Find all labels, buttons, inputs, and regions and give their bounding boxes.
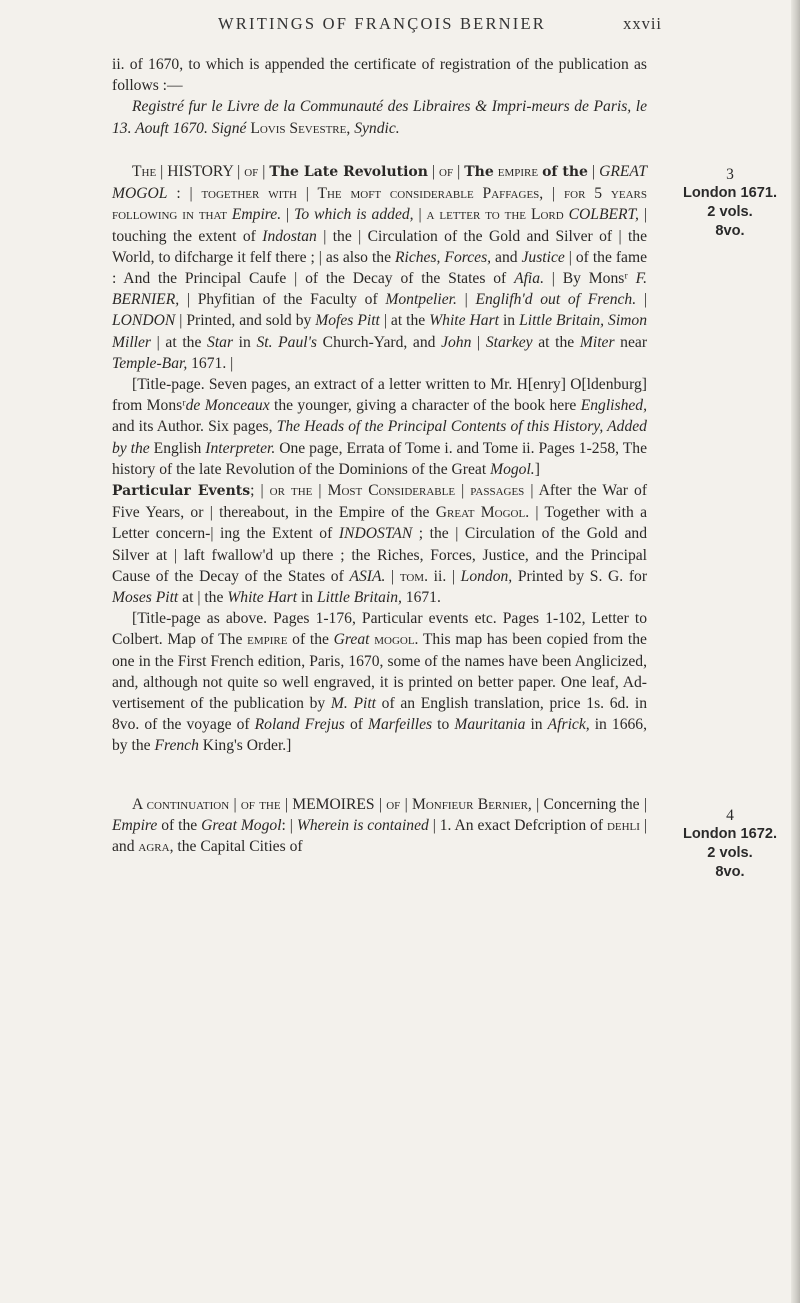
collation-note: [Title-page. Seven pages, an extract of a letter written to Mr. H[enry] O[ldenburg] from Monsʳde Monceaux the younger, giving a character of the book here Englished, and its Author. Six pages, The Heads of the Principal Contents of this History, Added by the English Interpreter. One page, Errata of Tome i. and Tome ii. Pages 1-258, The history of the late Revolution of the Dominions of the Great Mogol.] [112,376,647,478]
title-transcription: The | HISTORY | of | The Late Revolution | of | The empire of the | GREAT MOGOL : | together with | The moft considerable Paffages, | for 5 years following in that Empire. | To which is added, | a letter to the Lord COLBERT, | touching the extent of Indostan | the | Circulation of the Gold and Silver of | the World, to difcharge it felf there ; | as also the Riches, Forces, and Justice | of the fame : And the Principal Caufe | of the Decay of the States of Afia. | By Monsʳ F. BERNIER, | Phyfitian of the Faculty of Montpelier. | Englifh'd out of French. | LONDON | Printed, and sold by Mofes Pitt | at the White Hart in Little Britain, Simon Miller | at the Star in St. Paul's Church-Yard, and John | Starkey at the Miter near Temple-Bar, 1671. | [112,163,648,372]
entry-3 [112,161,647,757]
volume-count: 2 vols. [707,845,753,861]
continued-entry [112,54,647,139]
title-transcription: A continuation | of the | MEMOIRES | of | Monfieur Bernier, | Concerning the | Empire of the Great Mogol: | Wherein is contained | 1. An exact Defcription of dehli | and agra, the Capital Cities of [112,796,647,856]
page-edge-shadow [791,0,800,1303]
book-format: 8vo. [715,864,745,880]
registration-note: Registré fur le Livre de la Communauté des Libraires & Impri-meurs de Paris, le 13. Aouft 1670. Signé Lovis Sevestre, Syndic. [112,98,647,137]
entry-number: 3 [726,166,734,183]
imprint-place-year: London 1672. [682,826,778,842]
entry-number: 4 [726,807,734,824]
volume-two-title: Particular Events; | or the | Most Considerable | passages | After the War of Five Years, or | thereabout, in the Empire of the Great Mogol. | Together with a Letter concern-| ing the Extent of INDOSTAN ; the | Circulation of the Gold and Silver at | laft fwallow'd up there ; the Riches, Forces, Justice, and the Principal Cause of the Decay of the States of ASIA. | tom. ii. | London, Printed by S. G. for Moses Pitt at | the White Hart in Little Britain, 1671. [112,482,648,607]
collation-note: [Title-page as above. Pages 1-176, Particular events etc. Pages 1-102, Letter to Colbert. Map of The empire of the Great mogol. This map has been copied from the one in the First French edition, Paris, 1670, some of the names have been Anglicized, and, although not quite so well engraved, it is printed on better paper. One leaf, Ad-vertisement of the publication by M. Pitt of an English translation, price 1s. 6d. in 8vo. of the voyage of Roland Frejus of Marfeilles to Mauritania in Africk, in 1666, by the French King's Order.] [112,610,648,755]
running-title: WRITINGS OF FRANÇOIS BERNIER [218,14,546,33]
page-number: xxvii [623,14,662,33]
book-format: 8vo. [715,223,745,239]
entry-4 [112,794,647,858]
running-header [112,14,662,34]
imprint-place-year: London 1671. [682,185,778,201]
margin-note-4 [675,806,785,882]
volume-count: 2 vols. [707,204,753,220]
margin-note-3 [675,165,785,241]
paragraph: ii. of 1670, to which is appended the certificate of registration of the publication as follows :— [112,56,647,95]
